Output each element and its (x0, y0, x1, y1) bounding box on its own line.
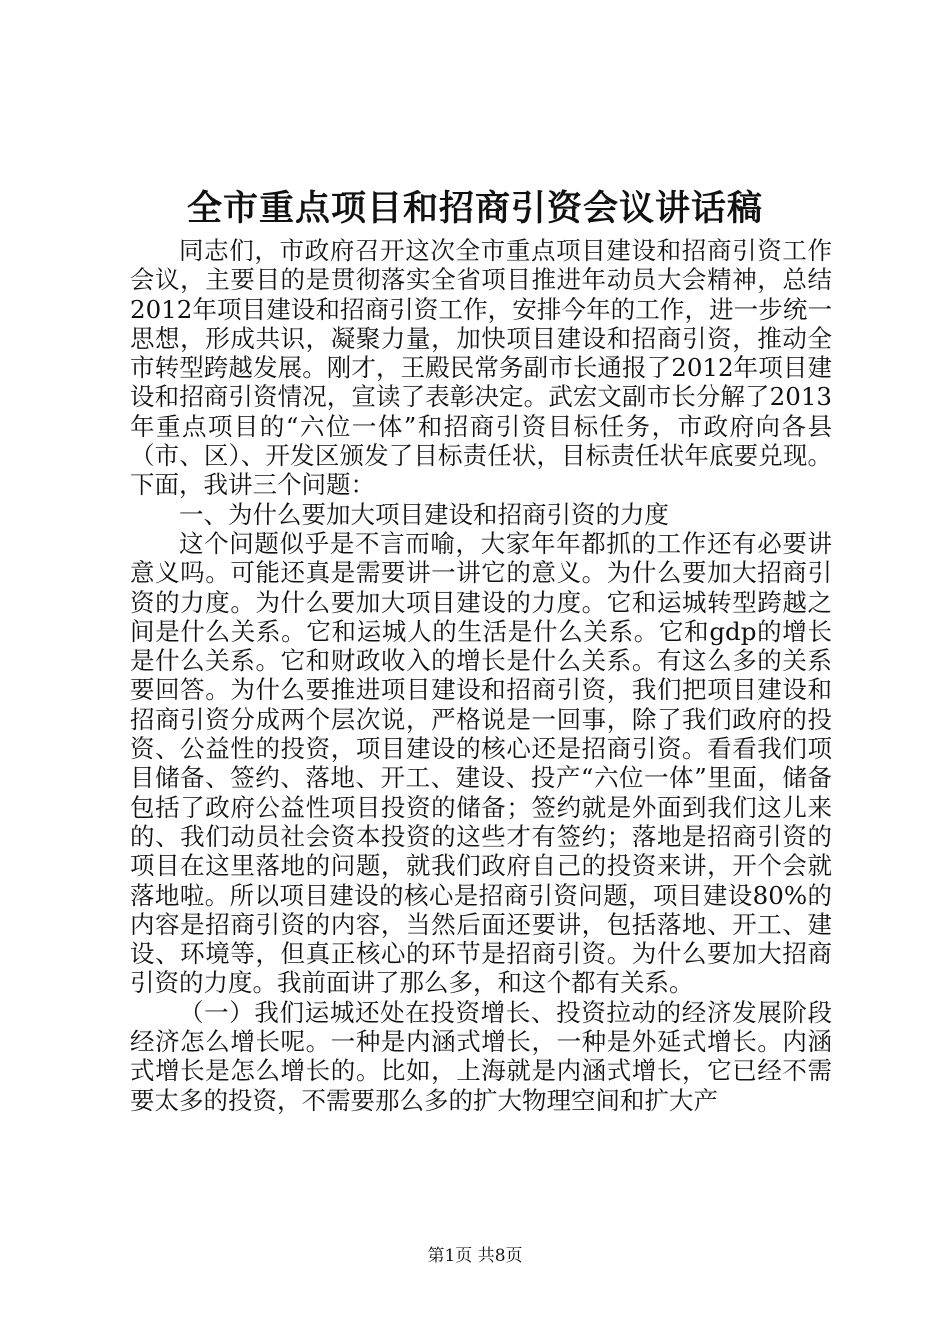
section-heading-1: 一、为什么要加大项目建设和招商引资的力度 (179, 499, 669, 529)
page-number-footer: 第1页 共8页 (427, 1246, 523, 1266)
paragraph-subsection-1: （一）我们运城还处在投资增长、投资拉动的经济发展阶段经济怎么增长呢。一种是内涵式增长，一种是外延式增长。内涵式增长是怎么增长的。比如，上海就是内涵式增长，它已经不需要太多的投资，不需要那么多的扩大物理空间和扩大产 (130, 997, 832, 1115)
paragraph-section-1: 这个问题似乎是不言而喻，大家年年都抓的工作还有必要讲意义吗。可能还真是需要讲一讲它的意义。为什么要加大招商引资的力度。为什么要加大项目建设的力度。它和运城转型跨越之间是什么关系。它和运城人的生活是什么关系。它和gdp的增长是什么关系。它和财政收入的增长是什么关系。有这么多的关系要回答。为什么要推进项目建设和招商引资，我们把项目建设和招商引资分成两个层次说，严格说是一回事，除了我们政府的投资、公益性的投资，项目建设的核心还是招商引资。看看我们项目储备、签约、落地、开工、建设、投产“六位一体”里面，储备包括了政府公益性项目投资的储备；签约就是外面到我们这儿来的、我们动员社会资本投资的这些才有签约；落地是招商引资的项目在这里落地的问题，就我们政府自己的投资来讲，开个会就落地啦。所以项目建设的核心是招商引资问题，项目建设80%的内容是招商引资的内容，当然后面还要讲，包括落地、开工、建设、环境等，但真正核心的环节是招商引资。为什么要加大招商引资的力度。我前面讲了那么多，和这个都有关系。 (130, 528, 832, 998)
paragraph-intro: 同志们，市政府召开这次全市重点项目建设和招商引资工作会议，主要目的是贯彻落实全省项目推进年动员大会精神，总结2012年项目建设和招商引资工作，安排今年的工作，进一步统一思想，形成共识，凝聚力量，加快项目建设和招商引资，推动全市转型跨越发展。刚才，王殿民常务副市长通报了2012年项目建设和招商引资情况，宣读了表彰决定。武宏文副市长分解了2013年重点项目的“六位一体”和招商引资目标任务，市政府向各县（市、区）、开发区颁发了目标责任状，目标责任状年底要兑现。下面，我讲三个问题： (130, 236, 832, 500)
document-body (130, 236, 832, 1115)
document-title: 全市重点项目和招商引资会议讲话稿 (186, 188, 763, 229)
